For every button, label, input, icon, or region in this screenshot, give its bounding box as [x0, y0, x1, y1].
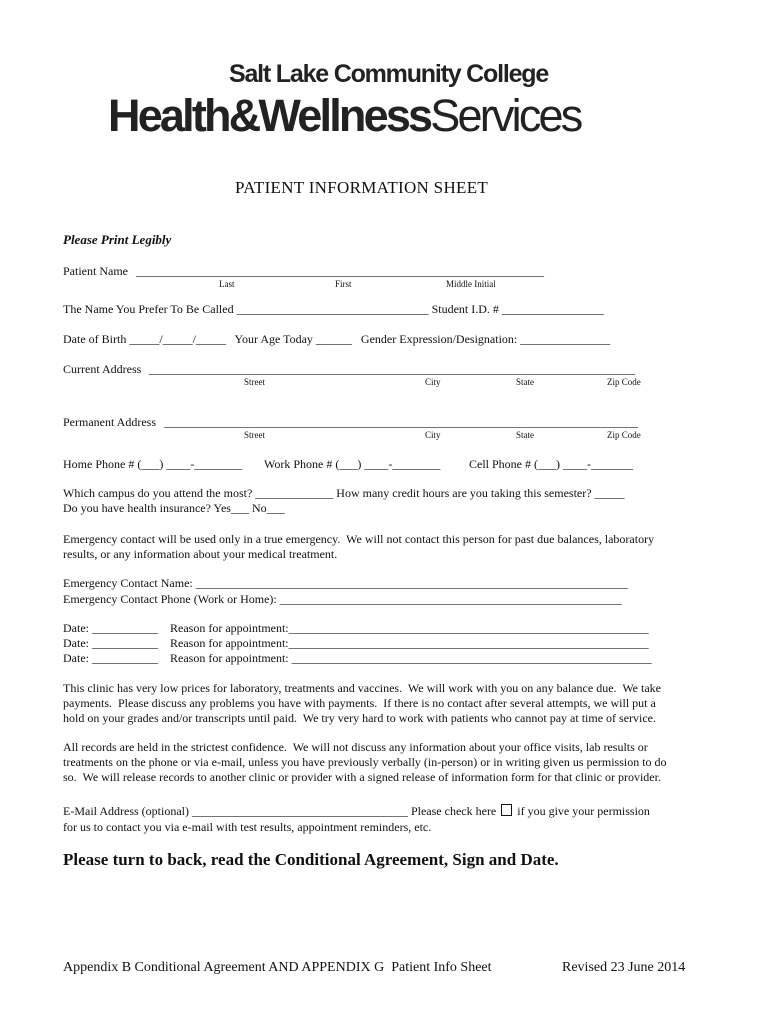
payment-paragraph-line: hold on your grades and/or transcripts until paid. We try very hard to work with patients who cannot pay at time of service. — [63, 711, 656, 725]
department-logo-bold: Health&Wellness — [108, 90, 431, 141]
print-legibly-instruction: Please Print Legibly — [63, 232, 172, 247]
sub-label-street: Street — [244, 430, 265, 440]
department-logo-regular: Services — [430, 90, 581, 141]
form-title: PATIENT INFORMATION SHEET — [235, 178, 489, 197]
email-permission-line — [63, 804, 650, 819]
emergency-contact-name-field[interactable]: Emergency Contact Name: ________________________________________________________________________ — [63, 576, 628, 590]
email-permission-text: if you give your permission — [517, 804, 650, 818]
payment-paragraph-line: This clinic has very low prices for laboratory, treatments and vaccines. We will work with you on any balance due. We take — [63, 681, 661, 695]
permanent-address-field[interactable]: _______________________________________________________________________________ — [164, 415, 638, 429]
appointment-reason-field[interactable]: Reason for appointment:____________________________________________________________ — [170, 636, 649, 650]
current-address-label: Current Address — [63, 362, 142, 376]
footer-appendix-label: Appendix B Conditional Agreement AND APPENDIX G Patient Info Sheet — [63, 960, 492, 975]
college-name: Salt Lake Community College — [229, 60, 549, 88]
sub-label-street: Street — [244, 377, 265, 387]
sub-label-city: City — [425, 377, 441, 387]
sub-label-state: State — [516, 430, 534, 440]
records-paragraph-line: so. We will release records to another clinic or provider with a signed release of information form for that clinic or provider. — [63, 770, 661, 784]
sub-label-zip: Zip Code — [607, 377, 641, 387]
dob-age-gender-line[interactable]: Date of Birth _____/_____/_____ Your Age Today ______ Gender Expression/Designation: _______________ — [63, 332, 611, 346]
appointment-date-field[interactable]: Date: ___________ — [63, 636, 158, 650]
patient-name-field[interactable]: ____________________________________________________________________ — [136, 264, 544, 278]
campus-credit-hours-line[interactable]: Which campus do you attend the most? _____________ How many credit hours are you taking this semester? _____ — [63, 486, 625, 500]
work-phone-field[interactable]: Work Phone # (___) ____-________ — [264, 457, 441, 471]
current-address-field[interactable]: _________________________________________________________________________________ — [149, 362, 635, 376]
turn-to-back-notice: Please turn to back, read the Conditional Agreement, Sign and Date. — [63, 850, 559, 869]
department-logo — [108, 90, 581, 141]
records-paragraph-line: All records are held in the strictest confidence. We will not discuss any information about your office visits, lab results or — [63, 740, 648, 754]
sub-label-middle-initial: Middle Initial — [446, 279, 496, 289]
email-permission-checkbox[interactable] — [501, 804, 512, 816]
patient-name-label: Patient Name — [63, 264, 128, 278]
cell-phone-field[interactable]: Cell Phone # (___) ____-_______ — [469, 457, 633, 471]
permanent-address-label: Permanent Address — [63, 415, 156, 429]
footer-revision-date: Revised 23 June 2014 — [562, 960, 686, 975]
appointment-reason-field[interactable]: Reason for appointment: ____________________________________________________________ — [170, 651, 652, 665]
emergency-note-line: Emergency contact will be used only in a true emergency. We will not contact this person for past due balances, laboratory — [63, 532, 655, 546]
records-paragraph-line: treatments on the phone or via e-mail, unless you have previously verbally (in-person) or in writing given us permission to do — [63, 755, 667, 769]
sub-label-zip: Zip Code — [607, 430, 641, 440]
preferred-name-student-id-line[interactable]: The Name You Prefer To Be Called ________________________________ Student I.D. # _________________ — [63, 302, 604, 316]
appointment-date-field[interactable]: Date: ___________ — [63, 621, 158, 635]
sub-label-first: First — [335, 279, 352, 289]
appointment-reason-field[interactable]: Reason for appointment:____________________________________________________________ — [170, 621, 649, 635]
sub-label-state: State — [516, 377, 534, 387]
emergency-contact-phone-field[interactable]: Emergency Contact Phone (Work or Home): _________________________________________________________ — [63, 592, 622, 606]
health-insurance-line[interactable]: Do you have health insurance? Yes___ No___ — [63, 501, 285, 515]
sub-label-city: City — [425, 430, 441, 440]
emergency-note-line: results, or any information about your medical treatment. — [63, 547, 338, 561]
appointment-date-field[interactable]: Date: ___________ — [63, 651, 158, 665]
payment-paragraph-line: payments. Please discuss any problems you have with payments. If there is no contact after several attempts, we will put a — [63, 696, 656, 710]
email-address-field[interactable]: E-Mail Address (optional) ____________________________________ Please check here — [63, 804, 497, 818]
home-phone-field[interactable]: Home Phone # (___) ____-________ — [63, 457, 243, 471]
email-permission-line-2: for us to contact you via e-mail with test results, appointment reminders, etc. — [63, 820, 432, 834]
sub-label-last: Last — [219, 279, 235, 289]
